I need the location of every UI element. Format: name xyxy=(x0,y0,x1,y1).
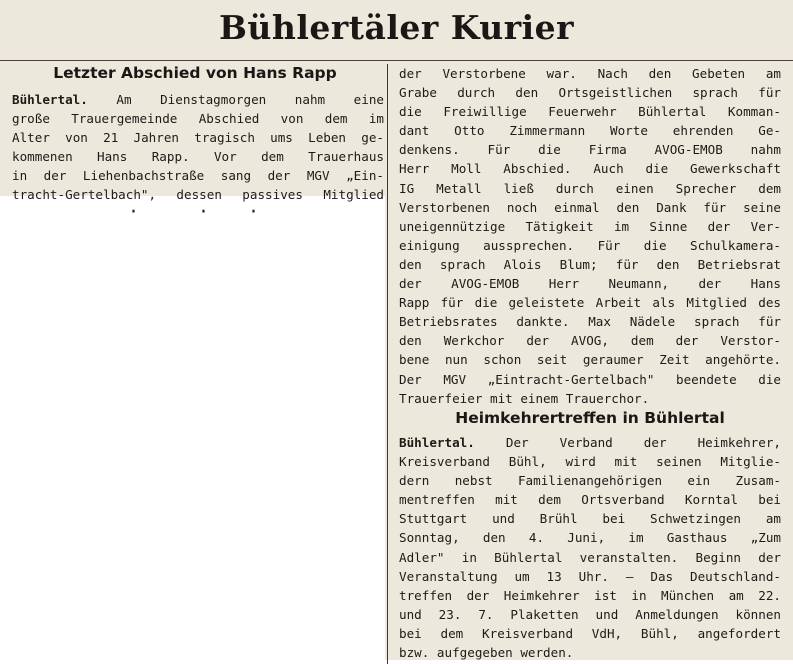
text-line: mentreffen mit dem Ortsverband Korntal bei xyxy=(399,492,781,508)
masthead-rule xyxy=(0,60,793,61)
text-line: Grabe durch den Ortsgeistlichen sprach für xyxy=(399,85,781,101)
text-line: uneigennützige Tätigkeit im Sinne der Ver- xyxy=(399,218,781,234)
text-line: bene nun schon seit geraumer Zeit angehörte. xyxy=(399,352,781,368)
text-line: tracht-Gertelbach", dessen passives Mitglied xyxy=(12,187,384,203)
text-line: Stuttgart und Brühl bei Schwetzingen am xyxy=(399,511,781,527)
newspaper-masthead: Bühlertäler Kurier xyxy=(218,8,575,47)
text-line: und 23. 7. Plaketten und Anmeldungen können xyxy=(399,606,781,622)
dateline: Bühlertal. xyxy=(12,92,88,107)
headline-heimkehrertreffen: Heimkehrertreffen in Bühlertal xyxy=(455,409,725,427)
text-line: Veranstaltung um 13 Uhr. — Das Deutschland- xyxy=(399,568,781,584)
text-line: die Freiwillige Feuerwehr Bühlertal Komman- xyxy=(399,104,781,120)
text-line: dern nebst Familienangehörigen ein Zusam- xyxy=(399,473,781,489)
text-line: dant Otto Zimmermann Worte ehrenden Ge- xyxy=(399,123,781,139)
text-line: denkens. Für die Firma AVOG-EMOB nahm xyxy=(399,142,781,158)
print-speck: · xyxy=(250,200,257,225)
text-line: Rapp für die geleistete Arbeit als Mitglied des xyxy=(399,295,781,311)
text-line: bei dem Kreisverband VdH, Bühl, angefordert xyxy=(399,625,781,641)
text-line: den sprach Alois Blum; für den Betriebsrat xyxy=(399,256,781,272)
text-line: Betriebsrates dankte. Max Nädele sprach für xyxy=(399,314,781,330)
text-line: einigung aussprechen. Für die Schulkamera- xyxy=(399,237,781,253)
print-speck: · xyxy=(200,200,207,225)
print-speck: · xyxy=(130,200,137,225)
article-heimkehrer-body xyxy=(399,433,781,662)
text-line: den Werkchor der AVOG, dem der Verstor- xyxy=(399,333,781,349)
dateline: Bühlertal. xyxy=(399,435,475,450)
column-divider xyxy=(387,64,388,664)
text-line: Bühlertal. Am Dienstagmorgen nahm eine xyxy=(12,92,384,107)
text-line: der AVOG-EMOB Herr Neumann, der Hans xyxy=(399,276,781,292)
text-line: Adler" in Bühlertal veranstalten. Beginn der xyxy=(399,549,781,565)
text-line: Sonntag, den 4. Juni, im Gasthaus „Zum xyxy=(399,530,781,546)
article-right-continued-body xyxy=(399,64,781,408)
text-line: bzw. aufgegeben werden. xyxy=(399,645,574,661)
text-line: Alter von 21 Jahren tragisch ums Leben ge- xyxy=(12,130,384,146)
text-line: Verstorbenen noch einmal den Dank für seine xyxy=(399,199,781,215)
text-line: Bühlertal. Der Verband der Heimkehrer, xyxy=(399,435,781,450)
text-line: in der Liehenbachstraße sang der MGV „Ein- xyxy=(12,168,384,184)
text-line: kommenen Hans Rapp. Vor dem Trauerhaus xyxy=(12,149,384,165)
text-line: Kreisverband Bühl, wird mit seinen Mitglie- xyxy=(399,454,781,470)
headline-letzter-abschied: Letzter Abschied von Hans Rapp xyxy=(53,64,337,82)
text-line: große Trauergemeinde Abschied von dem im xyxy=(12,111,384,127)
text-line: treffen der Heimkehrer ist in München am 22. xyxy=(399,587,781,603)
text-line: Trauerfeier mit einem Trauerchor. xyxy=(399,390,650,406)
text-line: IG Metall ließ durch einen Sprecher dem xyxy=(399,180,781,196)
text-line: der Verstorbene war. Nach den Gebeten am xyxy=(399,66,781,81)
text-line: Der MGV „Eintracht-Gertelbach" beendete die xyxy=(399,371,781,387)
article-left-body xyxy=(12,90,384,205)
text-line: Herr Moll Abschied. Auch die Gewerkschaft xyxy=(399,161,781,177)
